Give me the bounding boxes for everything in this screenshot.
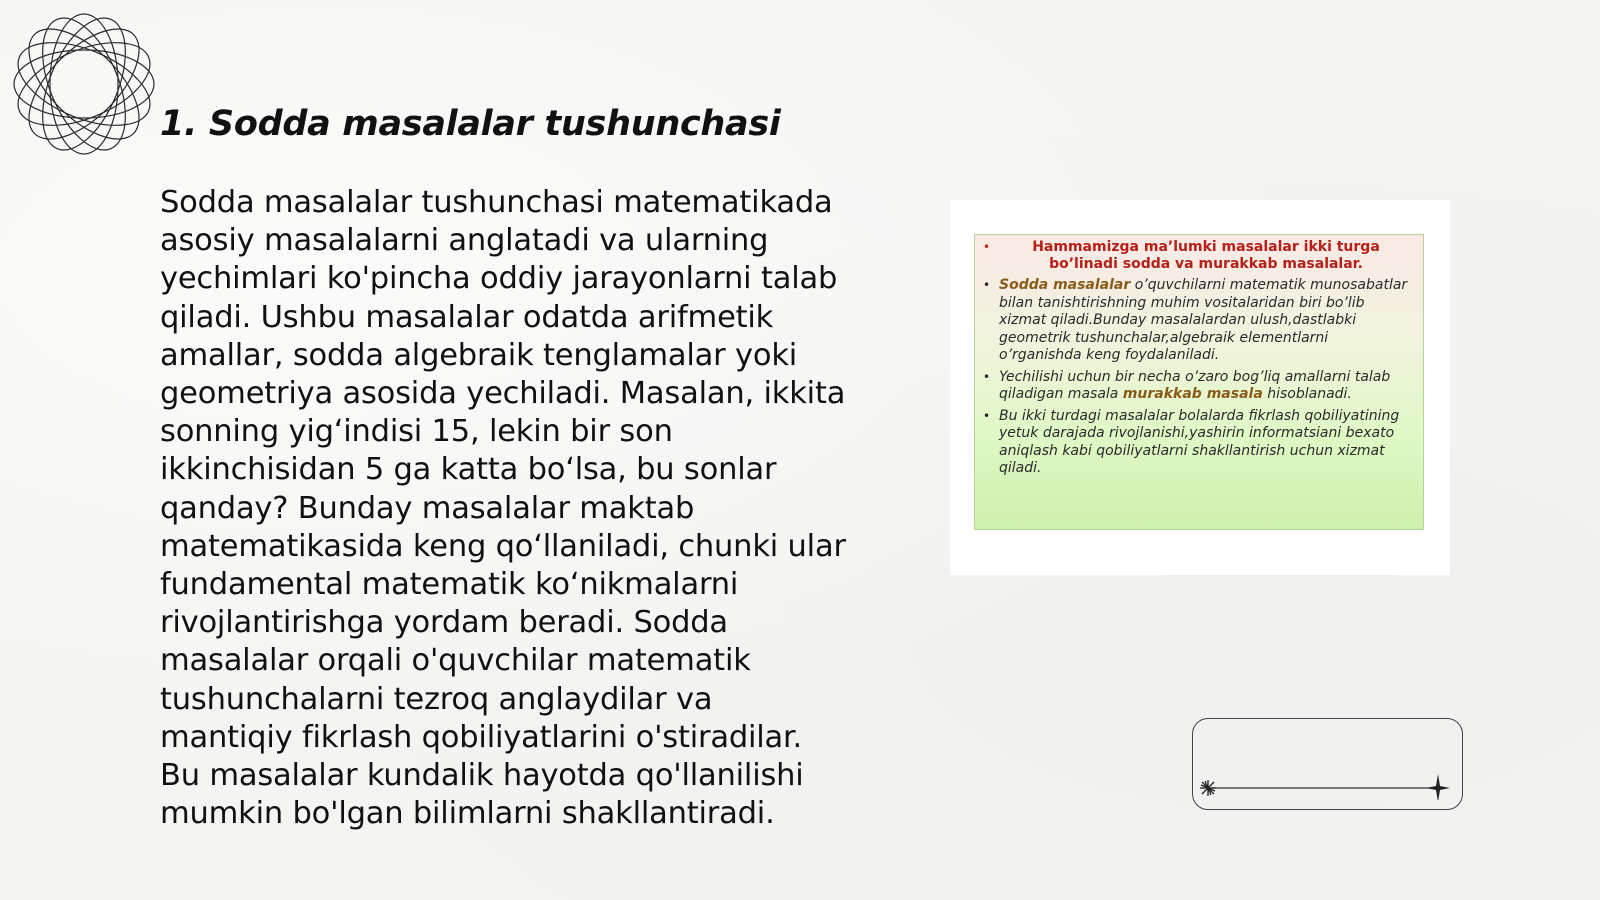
figure-item-text — [999, 277, 1413, 365]
bullet-icon: • — [983, 240, 991, 254]
four-point-star-icon — [1426, 774, 1450, 800]
figure-item-body: Bu ikki turdagi masalalar bolalarda fikrlash qobiliyatining yetuk darajada rivojlanishi,yashirin informatsiani bexato aniqlash kabi qobiliyatlarni shakllantirish uchun xizmat qiladi. — [999, 407, 1400, 476]
body-paragraph: Sodda masalalar tushunchasi matematikada asosiy masalalarni anglatadi va ularning yechimlari ko'pincha oddiy jarayonlarni talab qiladi. Ushbu masalalar odatda arifmetik amallar, sodda algebraik tenglamalar yoki geometriya asosida yechiladi. Masalan, ikkita sonning yig‘indisi 15, lekin bir son ikkinchisidan 5 ga katta bo‘lsa, bu sonlar qanday? Bunday masalalar maktab matematikasida keng qo‘llaniladi, chunki ular fundamental matematik ko‘nikmalarni rivojlantirishga yordam beradi. Sodda masalalar orqali o'quvchilar matematik tushunchalarni tezroq anglaydilar va mantiqiy fikrlash qobiliyatlarini o'stiradilar. Bu masalalar kundalik hayotda qo'llanilishi mumkin bo'lgan bilimlarni shakllantiradi. — [160, 185, 846, 832]
slide-title: 1. Sodda masalalar tushunchasi — [160, 104, 781, 144]
figure-item-body: Yechilishi uchun bir necha o’zaro bog’liq amallarni talab qiladigan masala — [999, 368, 1391, 402]
highlight-term: murakkab masala — [1122, 386, 1263, 402]
bullet-icon: • — [983, 369, 991, 384]
orbital-rings-icon — [8, 8, 160, 160]
figure-heading: Hammamizga ma’lumki masalalar ikki turga bo’linadi sodda va murakkab masalalar. — [1032, 239, 1380, 272]
figure-item-complex — [983, 369, 1413, 404]
figure-item-body: o’quvchilarni matematik munosabatlar bilan tanishtirishning muhim vositalaridan biri bo’lib xizmat qiladi.Bunday masalalardan ulush,dastlabki geometrik tushunchalar,algebraik elementlarni o’rganishda keng foydalaniladi. — [999, 277, 1408, 363]
figure-heading-item — [983, 239, 1413, 273]
figure-item-body: hisoblanadi. — [1262, 386, 1352, 402]
bullet-icon: • — [983, 278, 991, 292]
decorative-line — [1192, 770, 1463, 800]
figure-item-skills — [983, 408, 1413, 478]
figure-item-text — [999, 369, 1413, 404]
highlight-term: Sodda masalalar — [999, 277, 1131, 293]
figure-item-simple — [983, 277, 1413, 365]
sparkle-icon — [1200, 780, 1216, 796]
figure-card — [974, 234, 1424, 530]
bullet-icon: • — [983, 408, 991, 423]
figure-image — [950, 200, 1450, 575]
